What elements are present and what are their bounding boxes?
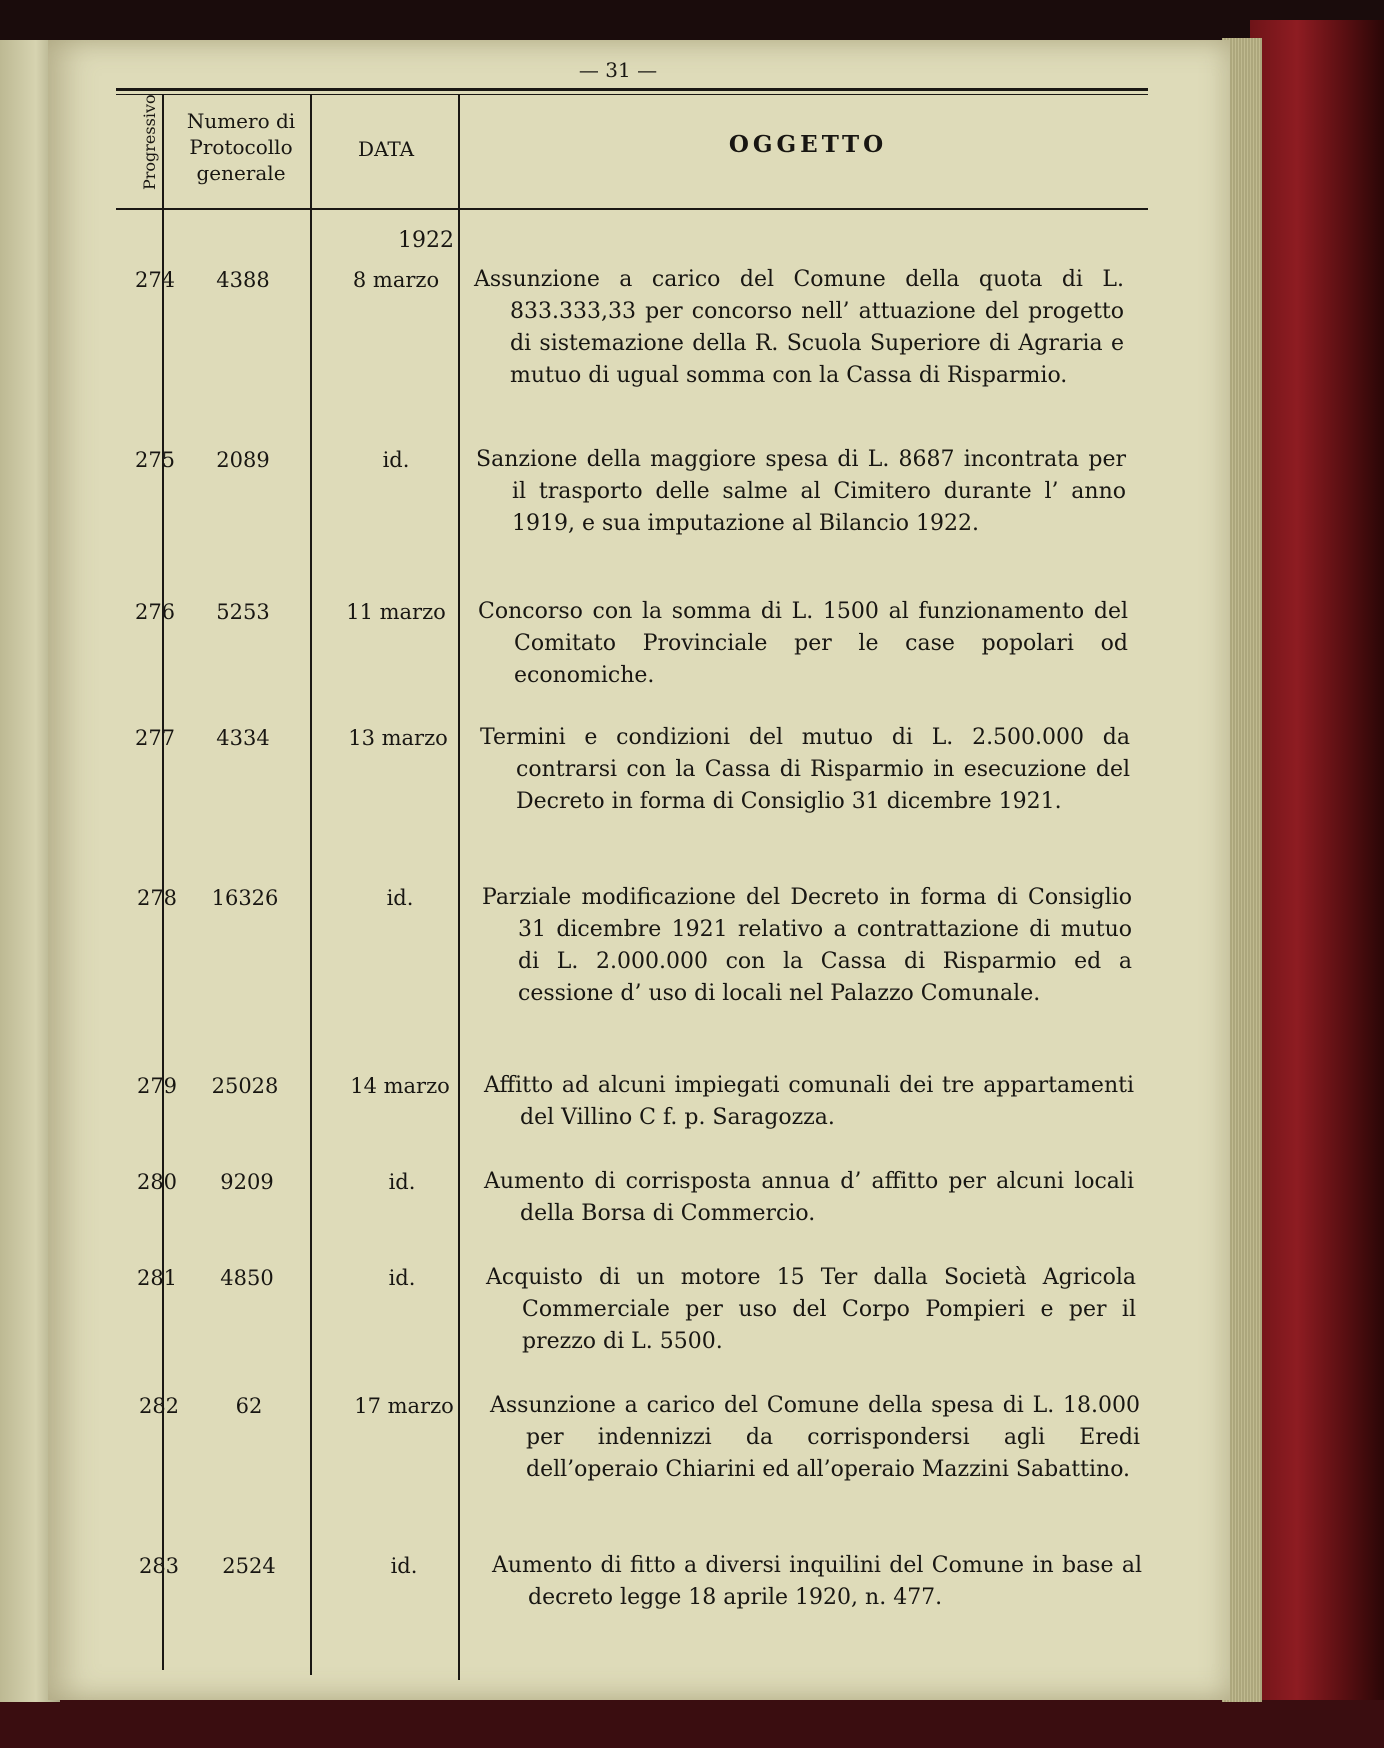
column-divider-1: [162, 95, 164, 1670]
protocollo-cell: 2524: [222, 1554, 276, 1578]
protocollo-cell: 25028: [211, 1074, 279, 1098]
protocollo-cell: 16326: [211, 886, 279, 910]
page-number: — 31 —: [578, 58, 658, 82]
protocollo-cell: 9209: [220, 1170, 274, 1194]
header-rule: [116, 208, 1148, 210]
register-page: [48, 40, 1230, 1700]
progressivo-cell: 283: [138, 1554, 180, 1578]
protocollo-cell: 4388: [216, 268, 270, 292]
book-edge-right: [1250, 20, 1384, 1748]
progressivo-cell: 276: [134, 600, 176, 624]
data-cell: id.: [390, 1554, 418, 1578]
data-cell: 8 marzo: [352, 268, 440, 292]
data-cell: id.: [386, 886, 414, 910]
oggetto-cell: Aumento di fitto a diversi inquilini del Comune in base al decreto legge 18 aprile 1920, n. 477.: [492, 1553, 1142, 1610]
oggetto-cell: Assunzione a carico del Comune della spesa di L. 18.000 per indennizzi da corrispondersi agli Eredi dell’operaio Chiarini ed all’operaio Mazzini Sabattino.: [490, 1393, 1140, 1482]
oggetto-cell: Parziale modificazione del Decreto in forma di Consiglio 31 dicembre 1921 relativo a contrattazione di mutuo di L. 2.000.000 con la Cassa di Risparmio ed a cessione d’ uso di locali nel Palazzo Comunale.: [482, 885, 1132, 1006]
data-cell: id.: [388, 1170, 416, 1194]
oggetto-cell: Termini e condizioni del mutuo di L. 2.500.000 da contrarsi con la Cassa di Risparmio in esecuzione del Decreto in forma di Consiglio 31 dicembre 1921.: [480, 725, 1130, 814]
header-progressivo: Progressivo: [140, 94, 159, 190]
header-oggetto: OGGETTO: [728, 131, 888, 158]
header-data: DATA: [357, 137, 415, 161]
top-rule-thick: [116, 88, 1148, 91]
data-cell: id.: [382, 448, 410, 472]
progressivo-cell: 279: [136, 1074, 178, 1098]
year-label: 1922: [398, 228, 454, 253]
progressivo-cell: 281: [136, 1266, 178, 1290]
progressivo-cell: 274: [134, 268, 176, 292]
data-cell: 17 marzo: [354, 1394, 454, 1418]
oggetto-cell: Sanzione della maggiore spesa di L. 8687 incontrata per il trasporto delle salme al Cimitero durante l’ anno 1919, e sua imputazione al Bilancio 1922.: [476, 447, 1126, 536]
oggetto-cell: Concorso con la somma di L. 1500 al funzionamento del Comitato Provinciale per le case popolari od economiche.: [478, 599, 1128, 688]
progressivo-cell: 280: [136, 1170, 178, 1194]
data-cell: 13 marzo: [348, 726, 448, 750]
book-edge-bottom: [0, 1700, 1384, 1748]
oggetto-cell: Assunzione a carico del Comune della quota di L. 833.333,33 per concorso nell’ attuazione del progetto di sistemazione della R. Scuola Superiore di Agraria e mutuo di ugual somma con la Cassa di Risparmio.: [474, 267, 1124, 388]
header-numero: Numero di Protocollo generale: [186, 109, 296, 185]
column-divider-2: [310, 95, 312, 1675]
oggetto-cell: Aumento di corrisposta annua d’ affitto per alcuni locali della Borsa di Commercio.: [484, 1169, 1134, 1226]
progressivo-cell: 275: [134, 448, 176, 472]
oggetto-cell: Affitto ad alcuni impiegati comunali dei tre appartamenti del Villino C f. p. Saragozza.: [484, 1073, 1134, 1130]
protocollo-cell: 4850: [220, 1266, 274, 1290]
progressivo-cell: 278: [136, 886, 178, 910]
oggetto-cell: Acquisto di un motore 15 Ter dalla Società Agricola Commerciale per uso del Corpo Pompieri e per il prezzo di L. 5500.: [486, 1265, 1136, 1354]
protocollo-cell: 62: [235, 1394, 263, 1418]
top-rule-thin: [116, 94, 1148, 95]
protocollo-cell: 5253: [216, 600, 270, 624]
protocollo-cell: 4334: [216, 726, 270, 750]
data-cell: 14 marzo: [350, 1074, 450, 1098]
protocollo-cell: 2089: [216, 448, 270, 472]
data-cell: id.: [388, 1266, 416, 1290]
data-cell: 11 marzo: [346, 600, 446, 624]
progressivo-cell: 277: [134, 726, 176, 750]
progressivo-cell: 282: [138, 1394, 180, 1418]
